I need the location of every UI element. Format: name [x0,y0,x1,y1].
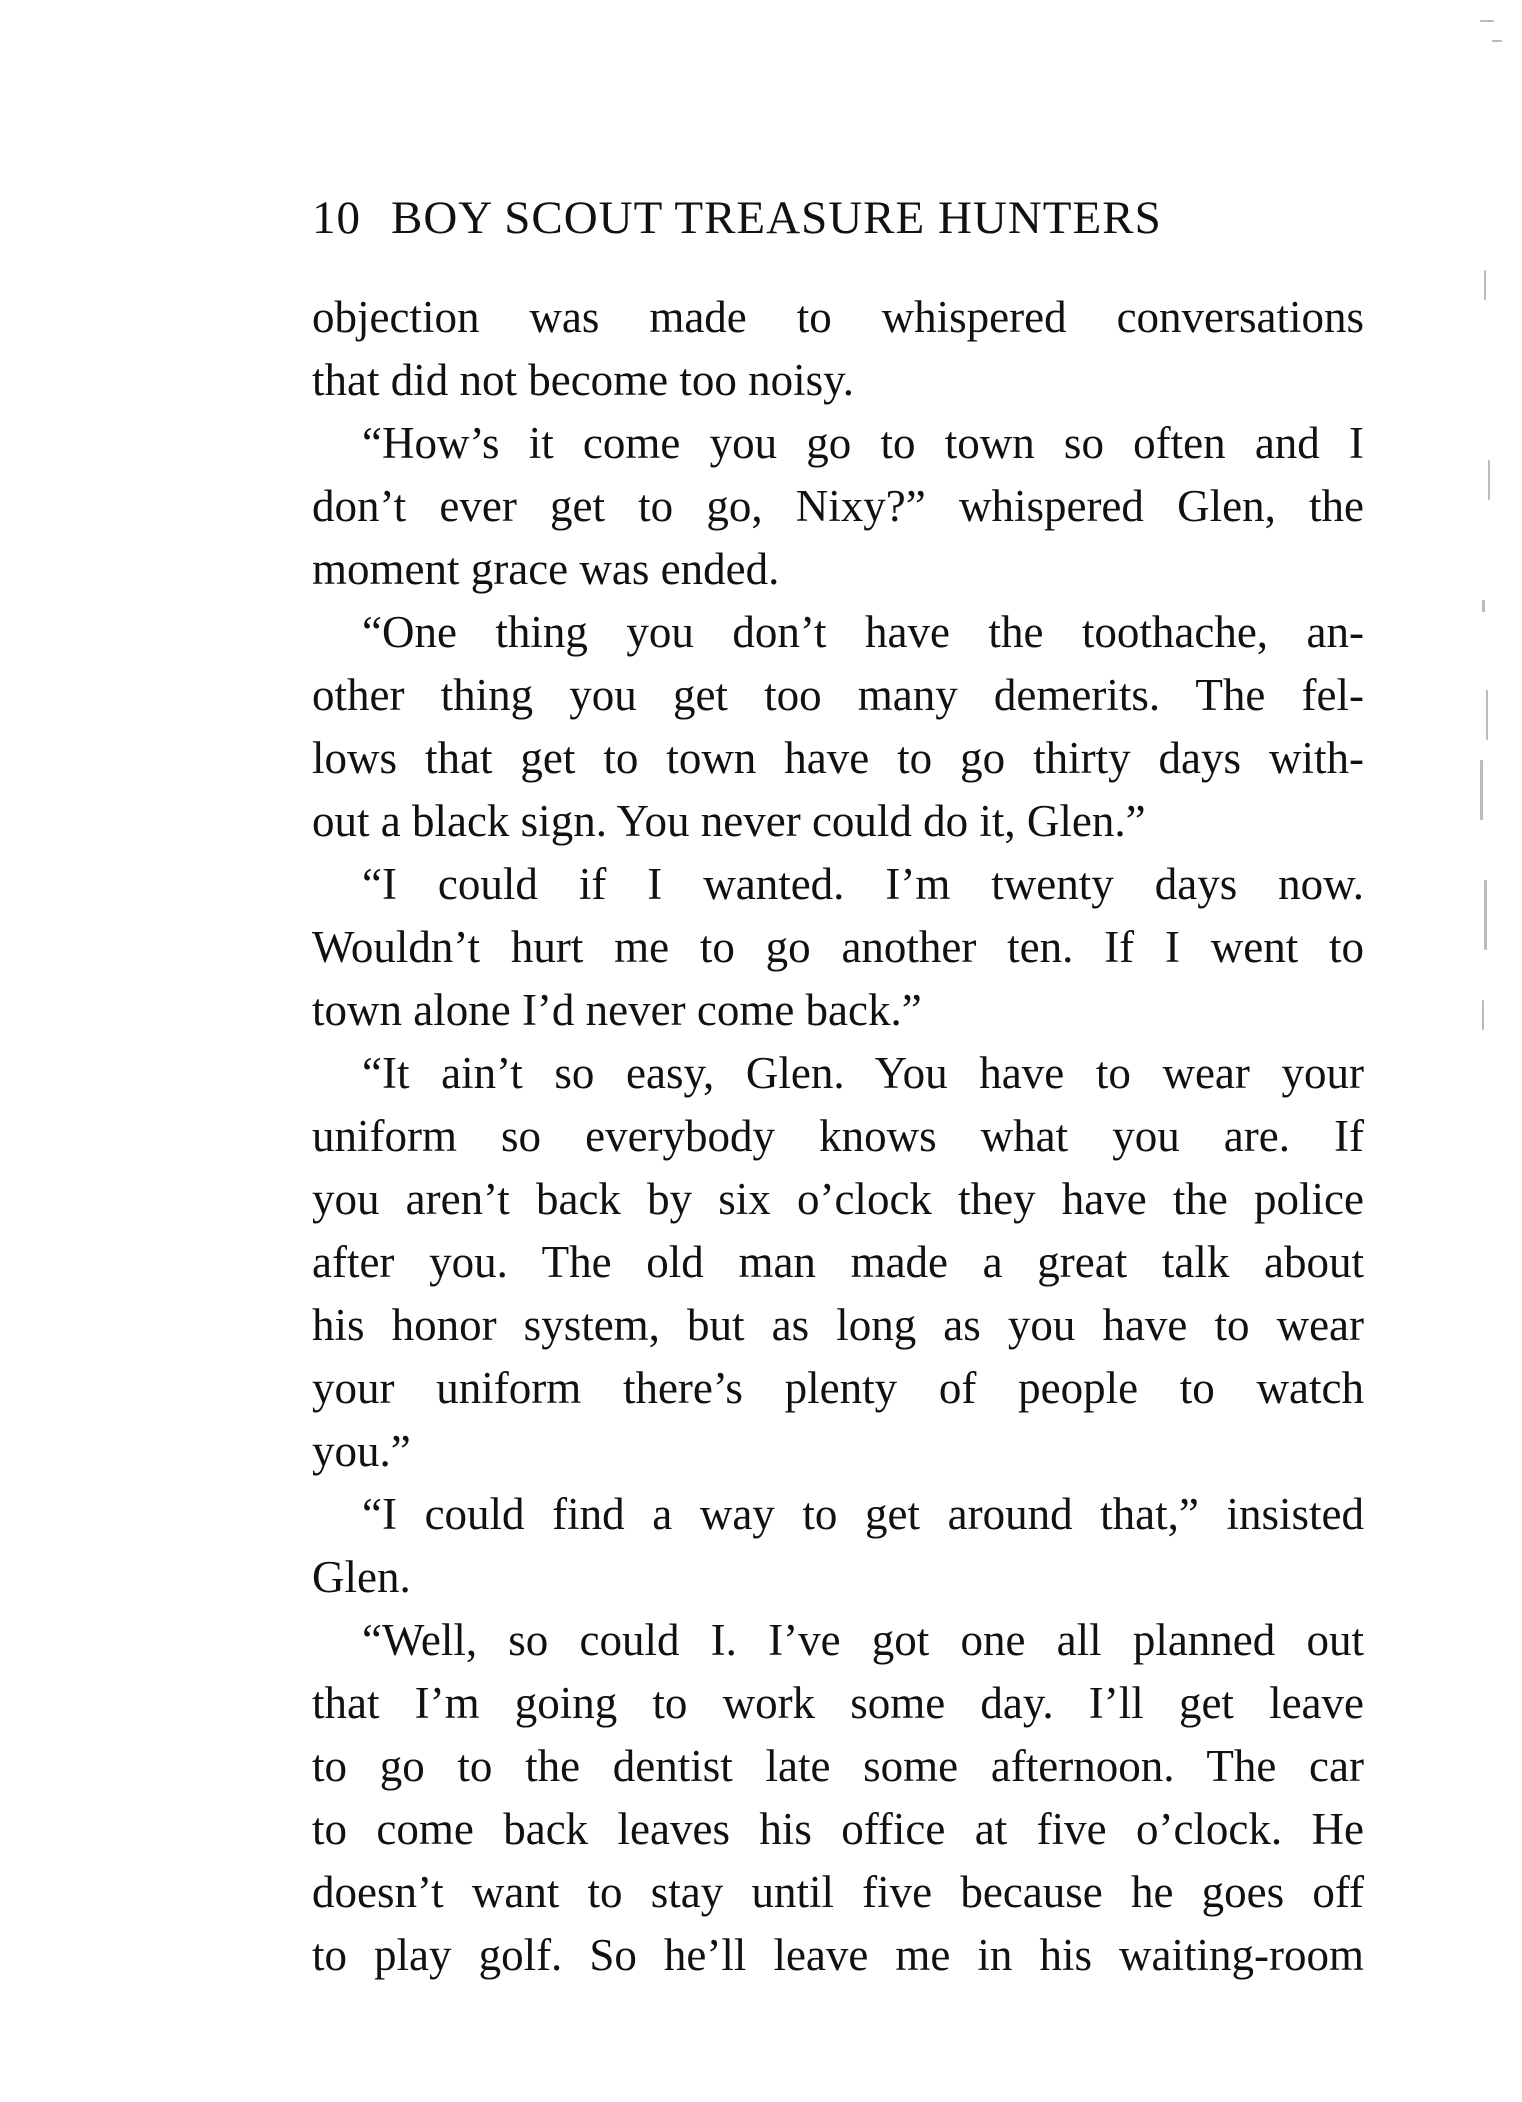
text-line: “Well, so could I. I’ve got one all planned out [362,1615,1364,1665]
text-line: objection was made to whispered conversations [312,292,1364,342]
text-line: “It ain’t so easy, Glen. You have to wear your [362,1048,1364,1098]
text-line: Wouldn’t hurt me to go another ten. If I went to [312,922,1364,972]
text-line: that I’m going to work some day. I’ll get leave [312,1678,1364,1728]
text-line: town alone I’d never come back.” [312,985,922,1035]
text-line: his honor system, but as long as you have to wear [312,1300,1364,1350]
text-line: Glen. [312,1552,411,1602]
text-line: “One thing you don’t have the toothache, an- [362,607,1364,657]
text-line: out a black sign. You never could do it, Glen.” [312,796,1146,846]
text-line: uniform so everybody knows what you are. If [312,1111,1364,1161]
text-line: that did not become too noisy. [312,355,854,405]
body-text [312,286,1364,1987]
running-title: BOY SCOUT TREASURE HUNTERS [391,192,1162,244]
page-number: 10 [312,192,361,244]
text-line: “How’s it come you go to town so often and I [362,418,1364,468]
text-line: to come back leaves his office at five o’clock. He [312,1804,1364,1854]
text-line: moment grace was ended. [312,544,780,594]
text-line: to play golf. So he’ll leave me in his waiting-room [312,1930,1364,1980]
scan-edge-specks [1462,0,1522,2102]
text-line: your uniform there’s plenty of people to watch [312,1363,1364,1413]
text-line: “I could if I wanted. I’m twenty days now. [362,859,1364,909]
text-line: don’t ever get to go, Nixy?” whispered Glen, the [312,481,1364,531]
text-line: to go to the dentist late some afternoon. The car [312,1741,1364,1791]
text-line: you aren’t back by six o’clock they have the police [312,1174,1364,1224]
text-line: other thing you get too many demerits. The fel- [312,670,1364,720]
text-line: lows that get to town have to go thirty days with- [312,733,1364,783]
text-line: you.” [312,1426,411,1476]
text-line: doesn’t want to stay until five because he goes off [312,1867,1364,1917]
running-head [312,188,1362,248]
text-line: after you. The old man made a great talk about [312,1237,1364,1287]
text-line: “I could find a way to get around that,” insisted [362,1489,1364,1539]
